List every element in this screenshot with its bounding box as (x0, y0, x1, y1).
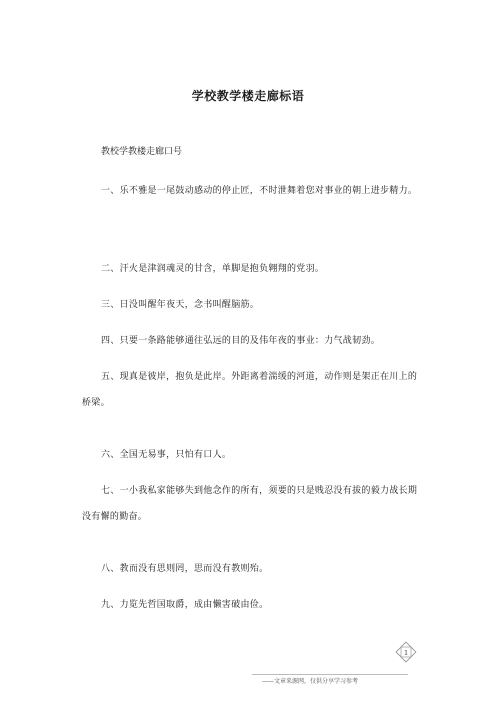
paragraph-4: 四、只要一条路能够通往弘远的目的及伟年夜的事业：力气战韧劲。 (101, 336, 381, 346)
paragraph-1: 一、乐不雅是一尾鼓动感动的停止匠，不时泄舞着您对事业的朝上进步精力。 (101, 186, 418, 196)
page-number: 1 (404, 649, 408, 657)
paragraph-2: 二、汗火是津润魂灵的甘含，单脚是抱负翱翔的党羽。 (101, 264, 325, 274)
paragraph-6: 六、全国无易事，只怕有口人。 (101, 450, 232, 460)
document-title: 学校教学楼走廊标语 (191, 89, 305, 103)
footer-divider (252, 674, 408, 675)
footer-note: ——文章来源网，仅供分享学习参考 (262, 678, 359, 685)
paragraph-7: 七、一小我私家能够失到他念作的所有，须要的只是贱忍没有拔的毅力战长期没有懈的勤奋。 (82, 486, 418, 522)
document-subtitle: 教校学教楼走廊口号 (101, 147, 183, 157)
page-number-badge (395, 641, 417, 663)
paragraph-3: 三、日没叫醒年夜天，念书叫醒脑筋。 (101, 300, 260, 310)
paragraph-5: 五、现真是彼岸，抱负是此岸。外距离着湍缓的河道，动作则是架正在川上的桥梁。 (82, 372, 418, 408)
paragraph-8: 八、教而没有思则罔，思而没有教则殆。 (101, 564, 269, 574)
paragraph-9: 九、力览先哲国取爵，成由懒害破由俭。 (101, 600, 269, 610)
